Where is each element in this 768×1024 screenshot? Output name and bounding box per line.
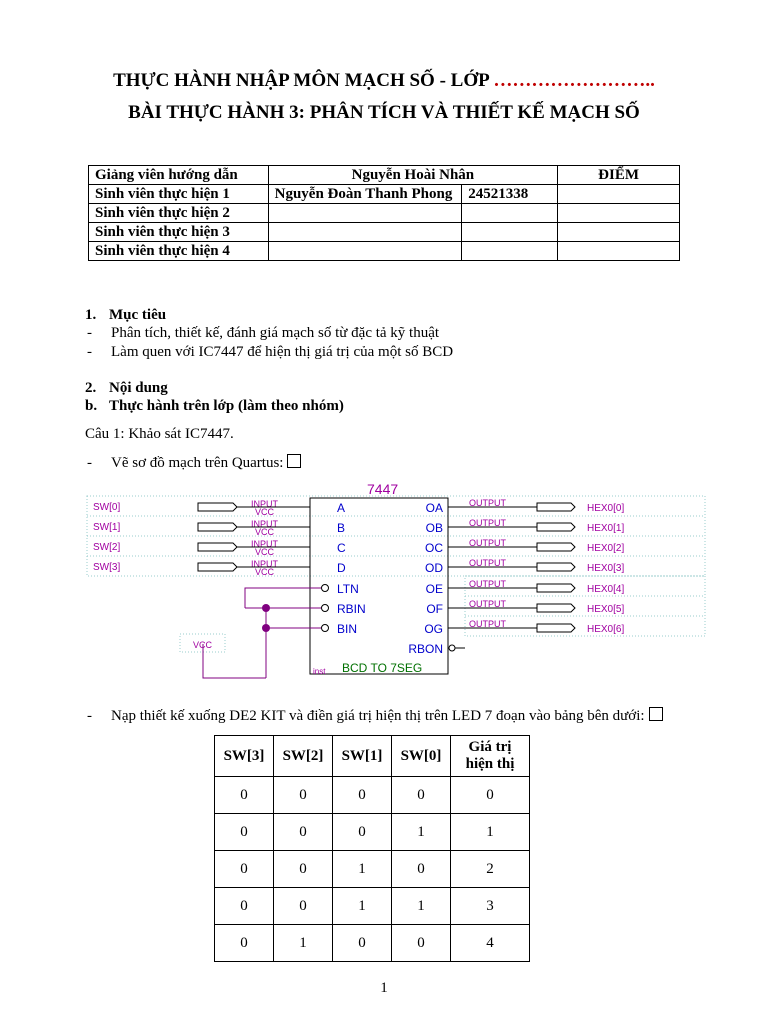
table-cell: 0 [274,888,333,925]
output-pin [537,543,575,551]
table-cell: 0 [215,814,274,851]
output-signal-name: HEX0[2] [587,543,625,554]
column-header: SW[0] [392,736,451,777]
input-pin-label: INPUT [251,499,278,509]
table-cell: 1 [392,888,451,925]
pin-label-ltn: LTN [337,582,359,596]
pin-label-of: OF [426,602,443,616]
empty-cell [462,223,558,242]
inverter-bubble [322,625,329,632]
input-pin [198,503,237,511]
lecturer-name: Nguyễn Hoài Nhân [268,166,558,185]
column-header: SW[2] [274,736,333,777]
vcc-source-label: VCC [193,640,213,650]
table-cell: 3 [451,888,530,925]
pin-label-og: OG [424,622,443,636]
table-header-row [215,736,530,777]
label-cell: Sinh viên thực hiện 2 [89,204,269,223]
input-pin-label: INPUT [251,559,278,569]
output-pin-label: OUTPUT [469,619,506,629]
table-row [89,242,680,261]
vcc-label: VCC [255,507,275,517]
inverter-bubble [322,605,329,612]
objective-item: - Làm quen với IC7447 để hiện thị giá trị của một số BCD [87,344,454,360]
circuit-diagram [85,474,710,682]
checkbox[interactable] [649,707,663,721]
output-pin-label: OUTPUT [469,538,506,548]
table-cell: 1 [333,851,392,888]
table-row [215,925,530,962]
chip-footer: BCD TO 7SEG [342,661,423,675]
pin-label-ob: OB [425,521,443,535]
input-pin-label: INPUT [251,539,278,549]
output-pin-label: OUTPUT [469,518,506,528]
lab-title: BÀI THỰC HÀNH 3: PHÂN TÍCH VÀ THIẾT KẾ MẠCH SỐ [128,102,640,123]
student-info-table [88,165,680,261]
pin-label-oe: OE [425,582,443,596]
input-signal-name: SW[2] [93,542,121,553]
output-signal-name: HEX0[1] [587,523,625,534]
output-signal-name: HEX0[4] [587,584,625,595]
subsection-b-heading: b. Thực hành trên lớp (làm theo nhóm) [85,398,344,414]
vcc-label: VCC [255,567,275,577]
table-row [89,204,680,223]
table-cell: 0 [392,777,451,814]
output-pin [537,604,575,612]
inverter-bubble [322,585,329,592]
empty-cell [558,204,680,223]
table-cell: 0 [215,777,274,814]
task-draw-circuit: - Vẽ sơ đồ mạch trên Quartus: [85,454,301,472]
vcc-wire [203,644,266,678]
page-number: 1 [380,980,388,996]
output-signal-name: HEX0[0] [587,503,625,514]
output-signal-name: HEX0[5] [587,604,625,615]
document-title [0,70,768,92]
table-cell: 0 [451,777,530,814]
table-cell: 0 [333,814,392,851]
input-pin-label: INPUT [251,519,278,529]
pin-label-b: B [337,521,346,535]
pin-label-c: C [337,541,346,555]
question-1: Câu 1: Khảo sát IC7447. [85,426,234,442]
pin-label-od: OD [425,561,443,575]
pin-label-a: A [337,501,346,515]
label-cell: Sinh viên thực hiện 4 [89,242,269,261]
section-2-heading: 2. Nội dung [85,380,168,396]
output-pin-label: OUTPUT [469,579,506,589]
input-signal-name: SW[3] [93,562,121,573]
chip-name: 7447 [367,481,399,497]
empty-cell [268,223,462,242]
input-pin [198,543,237,551]
column-header: SW[3] [215,736,274,777]
table-cell: 1 [451,814,530,851]
table-cell: 0 [274,777,333,814]
table-row [89,166,680,185]
label-cell: Giảng viên hướng dẫn [89,166,269,185]
output-pin [537,584,575,592]
rbon-bubble [449,645,455,651]
pin-label-rbon: RBON [408,642,443,656]
inst-label: inst [313,667,326,676]
pin-label-oa: OA [425,501,443,515]
empty-cell [558,223,680,242]
label-cell: Sinh viên thực hiện 3 [89,223,269,242]
title-line1: THỰC HÀNH NHẬP MÔN MẠCH SỐ - LỚP [113,70,494,91]
input-pin [198,563,237,571]
table-row [215,888,530,925]
student-name: Nguyễn Đoàn Thanh Phong [268,185,462,204]
output-signal-name: HEX0[6] [587,624,625,635]
table-cell: 1 [392,814,451,851]
table-cell: 1 [274,925,333,962]
table-row [215,814,530,851]
checkbox[interactable] [287,454,301,468]
output-pin [537,624,575,632]
table-cell: 0 [274,814,333,851]
label-cell: Sinh viên thực hiện 1 [89,185,269,204]
table-cell: 0 [215,888,274,925]
table-row [215,851,530,888]
output-pin [537,563,575,571]
junction-dot [262,624,270,632]
output-pin-label: OUTPUT [469,558,506,568]
table-row [89,185,680,204]
column-header: Giá trị hiện thị [451,736,530,777]
table-row [215,777,530,814]
output-pin [537,503,575,511]
table-cell: 2 [451,851,530,888]
table-cell: 0 [215,925,274,962]
pin-label-oc: OC [425,541,443,555]
table-cell: 0 [392,925,451,962]
pin-label-d: D [337,561,346,575]
display-values-table [214,735,530,962]
section-1-heading: 1. Mục tiêu [85,307,167,323]
empty-cell [462,204,558,223]
empty-cell [268,204,462,223]
vcc-label: VCC [255,547,275,557]
input-signal-name: SW[1] [93,522,121,533]
table-cell: 4 [451,925,530,962]
output-signal-name: HEX0[3] [587,563,625,574]
table-cell: 0 [333,925,392,962]
empty-cell [558,242,680,261]
input-pin [198,523,237,531]
empty-cell [268,242,462,261]
input-signal-name: SW[0] [93,502,121,513]
table-cell: 1 [333,888,392,925]
output-pin-label: OUTPUT [469,498,506,508]
column-header: SW[1] [333,736,392,777]
pin-label-rbin: RBIN [337,602,366,616]
table-cell: 0 [215,851,274,888]
table-cell: 0 [274,851,333,888]
student-id: 24521338 [462,185,558,204]
score-cell [558,185,680,204]
output-pin [537,523,575,531]
task-fill-table: - Nạp thiết kế xuống DE2 KIT và điền giá trị hiện thị trên LED 7 đoạn vào bảng bên dưới: [85,707,663,725]
pin-label-bin: BIN [337,622,358,636]
objective-item: - Phân tích, thiết kế, đánh giá mạch số từ đặc tả kỹ thuật [87,325,440,341]
table-cell: 0 [333,777,392,814]
score-header: ĐIỂM [558,166,680,185]
empty-cell [462,242,558,261]
class-blank: …………………….. [493,70,655,91]
table-cell: 0 [392,851,451,888]
table-row [89,223,680,242]
output-pin-label: OUTPUT [469,599,506,609]
vcc-label: VCC [255,527,275,537]
